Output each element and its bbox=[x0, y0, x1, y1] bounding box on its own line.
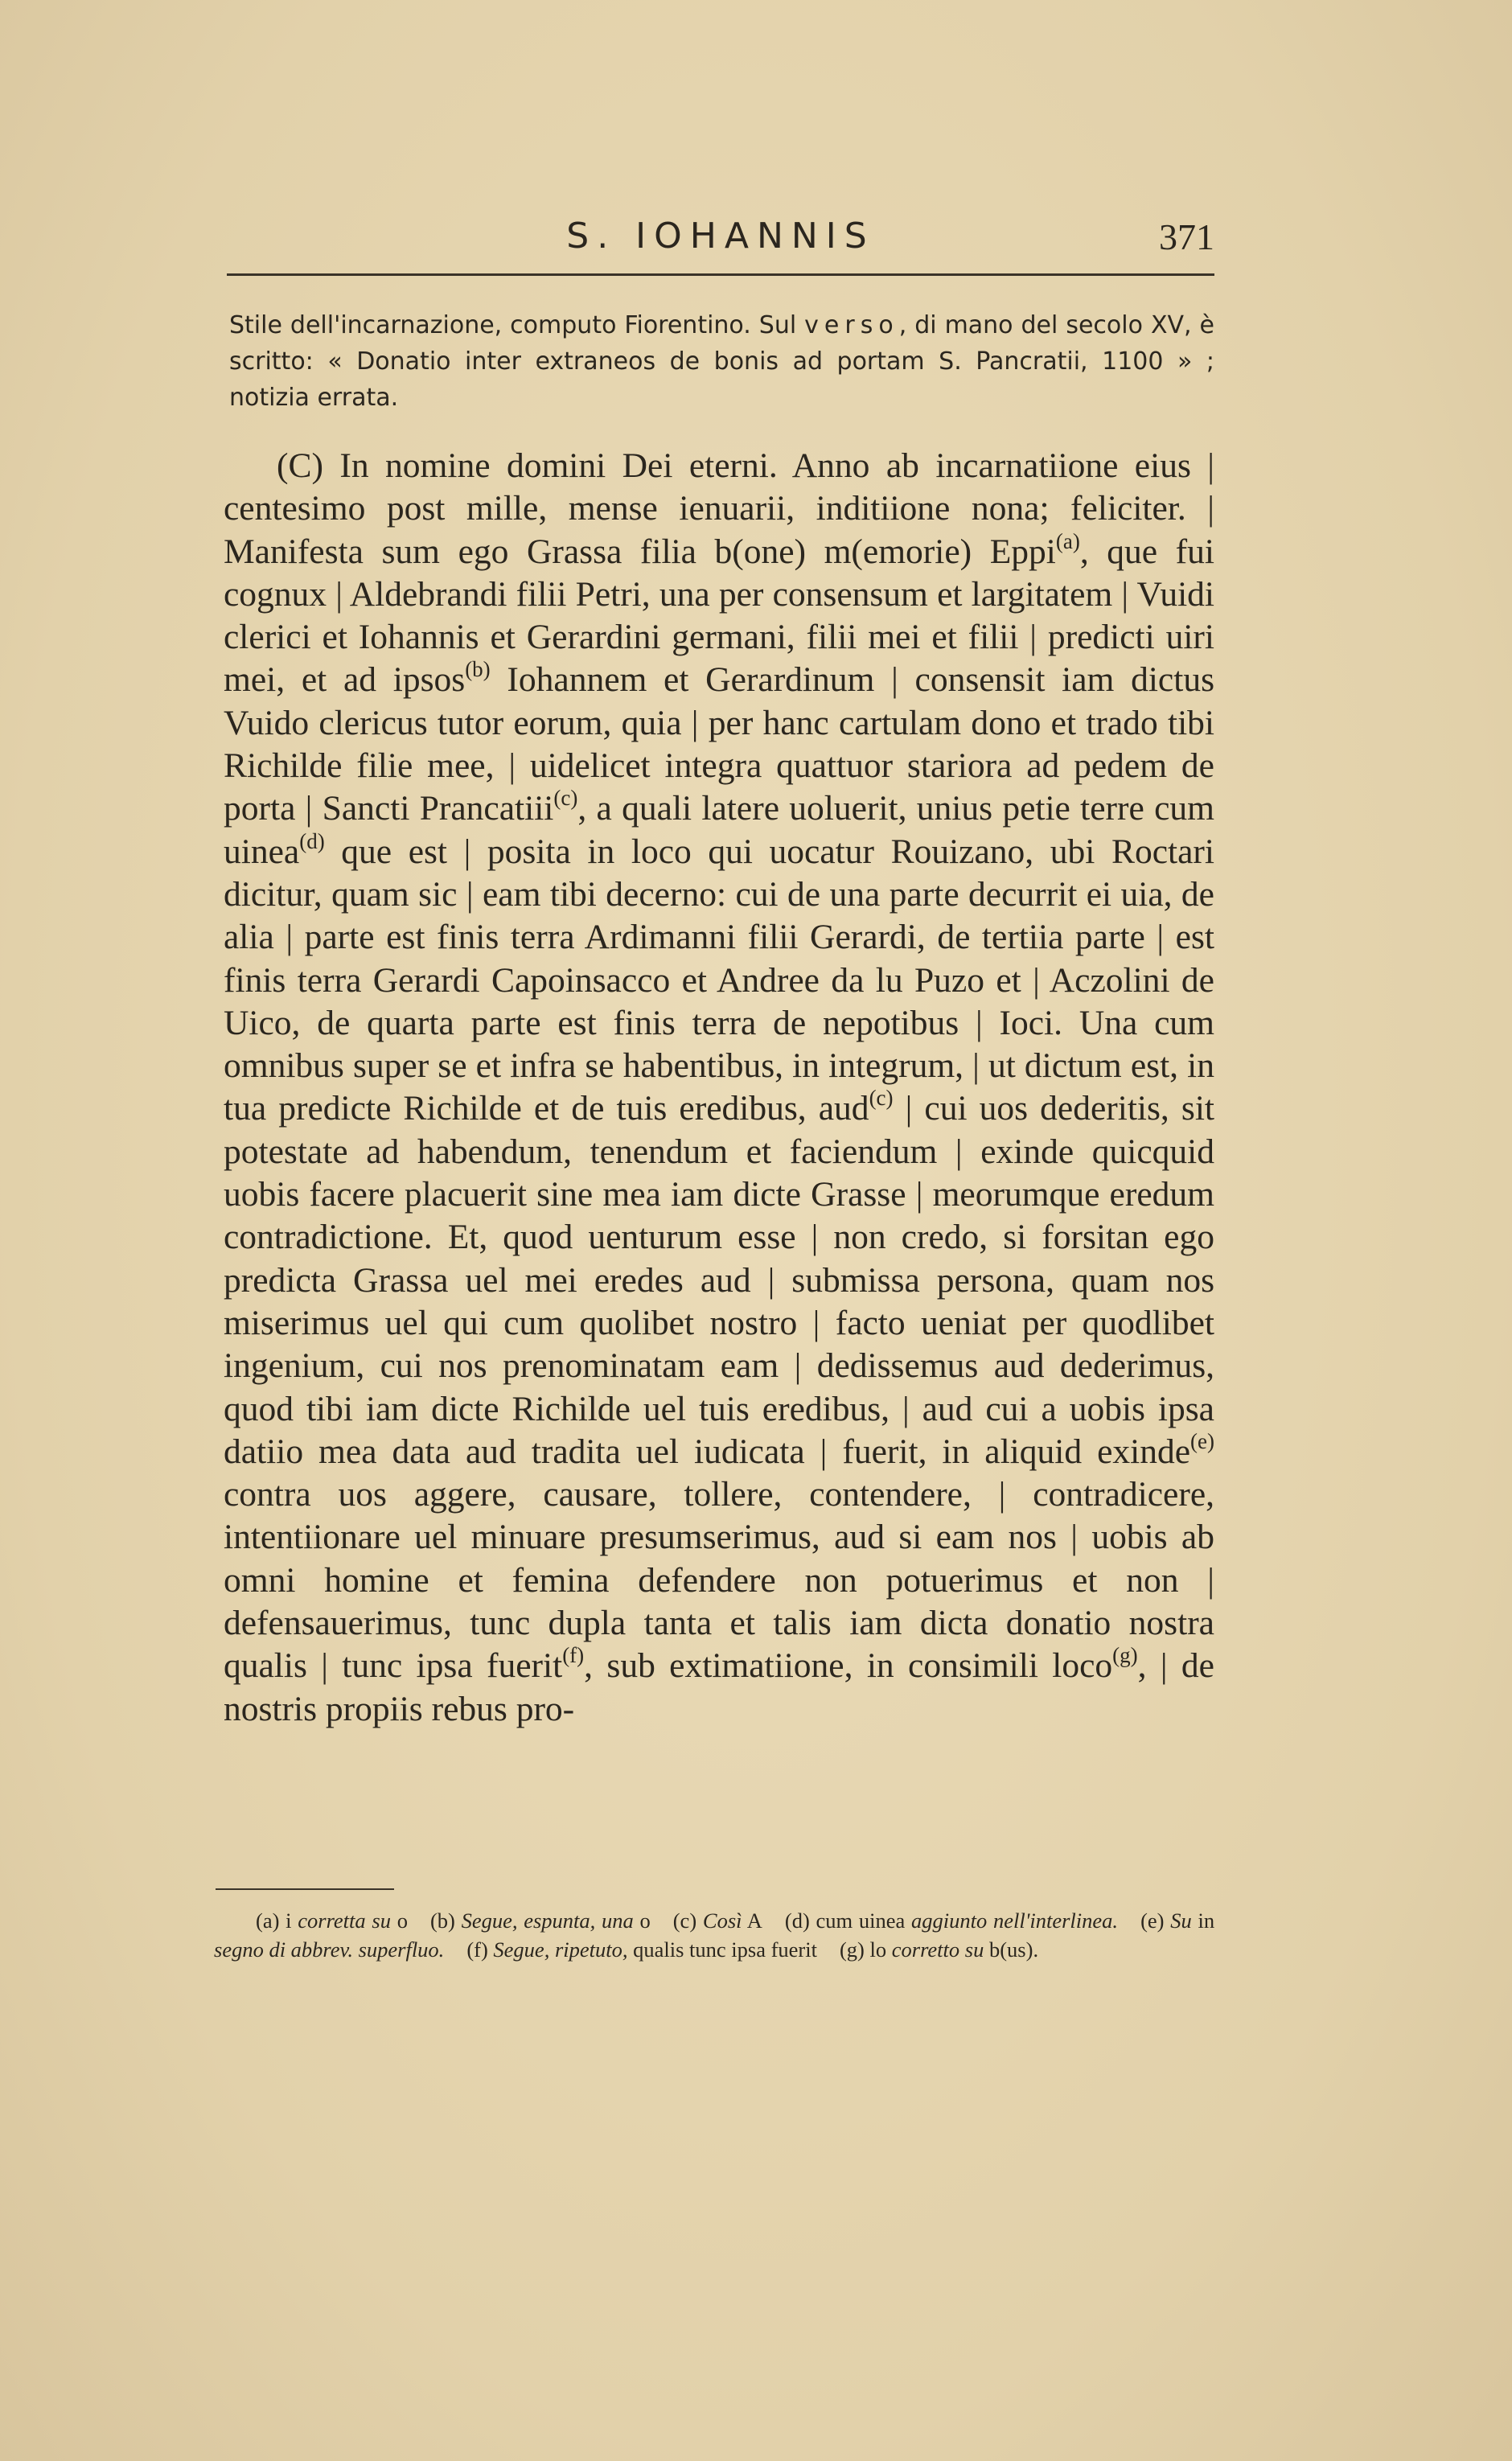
footnote-text: cum uinea bbox=[816, 1908, 906, 1933]
page-header bbox=[227, 216, 1214, 272]
footnote-italic: segno di abbrev. superfluo. bbox=[214, 1937, 445, 1962]
charter-text-segment: contra uos aggere, causare, tollere, contendere, | contradicere, intentiionare uel minuare presumserimus, aud si eam nos | uobis ab omni homine et femina defendere non potuerimus et non | defensauerimus, tunc dupla tanta et talis iam dicta donatio nostra qualis | tunc ipsa fuerit bbox=[224, 1475, 1214, 1686]
footnote-label: (f) bbox=[466, 1937, 488, 1962]
footnote-italic: Segue, ripetuto, bbox=[493, 1937, 628, 1962]
footnote-italic: Segue, espunta, una bbox=[461, 1908, 634, 1933]
charter-text-segment: (C) In nomine domini Dei eterni. Anno ab incarnatiione eius | centesimo post mille, mense ienuarii, inditiione nona; feliciter. | Manifesta sum ego Grassa filia b(one) m(emorie) Eppi bbox=[224, 446, 1214, 571]
footnote-c bbox=[673, 1908, 762, 1933]
page-number: 371 bbox=[1159, 216, 1214, 257]
footnote-f bbox=[466, 1937, 817, 1962]
footnote-label: (d) bbox=[784, 1908, 810, 1933]
charter-text-segment: , que fui cognux | Aldebrandi filii Petri, una per consensum et largitatem | Vuidi clerici et Iohannis et Gerardini germani, filii mei et filii | predicti uiri mei, et ad ipsos bbox=[224, 532, 1214, 700]
footnote-label: (e) bbox=[1140, 1908, 1165, 1933]
footnote-label: (b) bbox=[429, 1908, 455, 1933]
footnote-label: (c) bbox=[672, 1908, 697, 1933]
footnote-marker: (g) bbox=[1112, 1643, 1138, 1668]
charter-text-segment: Iohannem et Gerardinum | consensit iam dictus Vuido clericus tutor eorum, quia | per hanc cartulam dono et trado tibi Richilde filie mee, | uidelicet integra quattuor stariora ad pedem de porta | Sancti Prancatiii bbox=[224, 660, 1214, 828]
charter-text-segment: que est | posita in loco qui uocatur Rouizano, ubi Roctari dicitur, quam sic | eam tibi decerno: cui de una parte decurrit ei uia, de alia | parte est finis terra Ardimanni filii Gerardi, de tertiia parte | est finis terra Gerardi Capoinsacco et Andree da lu Puzo et | Aczolini de Uico, de quarta parte est finis terra de nepotibus | Ioci. Una cum omnibus super se et infra se habentibus, in integrum, | ut dictum est, in tua predicte Richilde et de tuis eredibus, aud bbox=[224, 832, 1214, 1128]
footnote-italic: Su bbox=[1170, 1908, 1192, 1933]
footnote-italic: aggiunto nell'interlinea. bbox=[911, 1908, 1119, 1933]
charter-text bbox=[224, 445, 1214, 1731]
footnote-label: (a) bbox=[256, 1908, 280, 1933]
footnote-a bbox=[256, 1908, 408, 1933]
footnote-italic: corretto su bbox=[891, 1937, 984, 1962]
footnote-marker: (b) bbox=[465, 657, 491, 682]
running-title: S. IOHANNIS bbox=[566, 216, 875, 257]
footnote-paragraph bbox=[214, 1906, 1214, 1964]
footnote-italic: corretta su bbox=[298, 1908, 391, 1933]
footnote-marker: (e) bbox=[1190, 1428, 1214, 1453]
charter-text-segment: , | de nostris propiis rebus pro- bbox=[224, 1646, 1214, 1728]
footnote-marker: (a) bbox=[1055, 528, 1080, 553]
charter-text-segment: | cui uos dederitis, sit potestate ad habendum, tenendum et faciendum | exinde quicquid uobis facere placuerit sine mea iam dicte Grasse | meorumque eredum contradictione. Et, quod uenturum esse | non credo, si forsitan ego predicta Grassa uel mei eredes aud | submissa persona, quam nos miserimus uel qui cum quolibet nostro | facto ueniat per quodlibet ingenium, cui nos prenominatam eam | dedissemus aud dederimus, quod tibi iam dicte Richilde uel tuis eredibus, | aud cui a uobis ipsa datiio mea data aud tradita uel iudicata | fuerit, in aliquid exinde bbox=[224, 1089, 1214, 1471]
note-text: Stile dell'incarnazione, computo Fiorentino. Sul bbox=[229, 311, 805, 339]
charter-paragraph bbox=[224, 445, 1214, 1731]
footnote-label: (g) bbox=[839, 1937, 865, 1962]
charter-text-segment: , a quali latere uoluerit, unius petie terre cum uinea bbox=[224, 789, 1215, 871]
footnote-rule bbox=[216, 1888, 394, 1890]
footnote-marker: (c) bbox=[553, 786, 578, 811]
editorial-note bbox=[229, 307, 1214, 416]
footnote-g bbox=[840, 1937, 1038, 1962]
editorial-note-paragraph bbox=[229, 307, 1214, 416]
footnote-text: lo bbox=[869, 1937, 887, 1962]
footnote-text: i bbox=[286, 1908, 292, 1933]
footnote-marker: (c) bbox=[869, 1086, 894, 1111]
header-rule bbox=[227, 273, 1214, 276]
footnote-text: b(us). bbox=[988, 1937, 1039, 1962]
footnote-marker: (f) bbox=[562, 1643, 585, 1668]
note-text: , di mano del secolo XV, è scritto: « Donatio inter extraneos de bonis ad portam S. Pancratii, 1100 » ; notizia errata. bbox=[229, 311, 1214, 412]
footnote-marker: (d) bbox=[299, 828, 325, 853]
footnote-b bbox=[430, 1908, 651, 1933]
footnote-d bbox=[785, 1908, 1118, 1933]
footnotes bbox=[214, 1906, 1214, 1964]
footnote-italic: Così bbox=[702, 1908, 742, 1933]
footnote-text: o bbox=[639, 1908, 651, 1933]
footnote-text: in bbox=[1198, 1908, 1215, 1933]
charter-text-segment: , sub extimatiione, in consimili loco bbox=[584, 1646, 1113, 1686]
footnote-text: A bbox=[746, 1908, 762, 1933]
note-verso: verso bbox=[804, 311, 899, 339]
footnote-text: qualis tunc ipsa fuerit bbox=[633, 1937, 817, 1962]
footnote-text: o bbox=[396, 1908, 408, 1933]
